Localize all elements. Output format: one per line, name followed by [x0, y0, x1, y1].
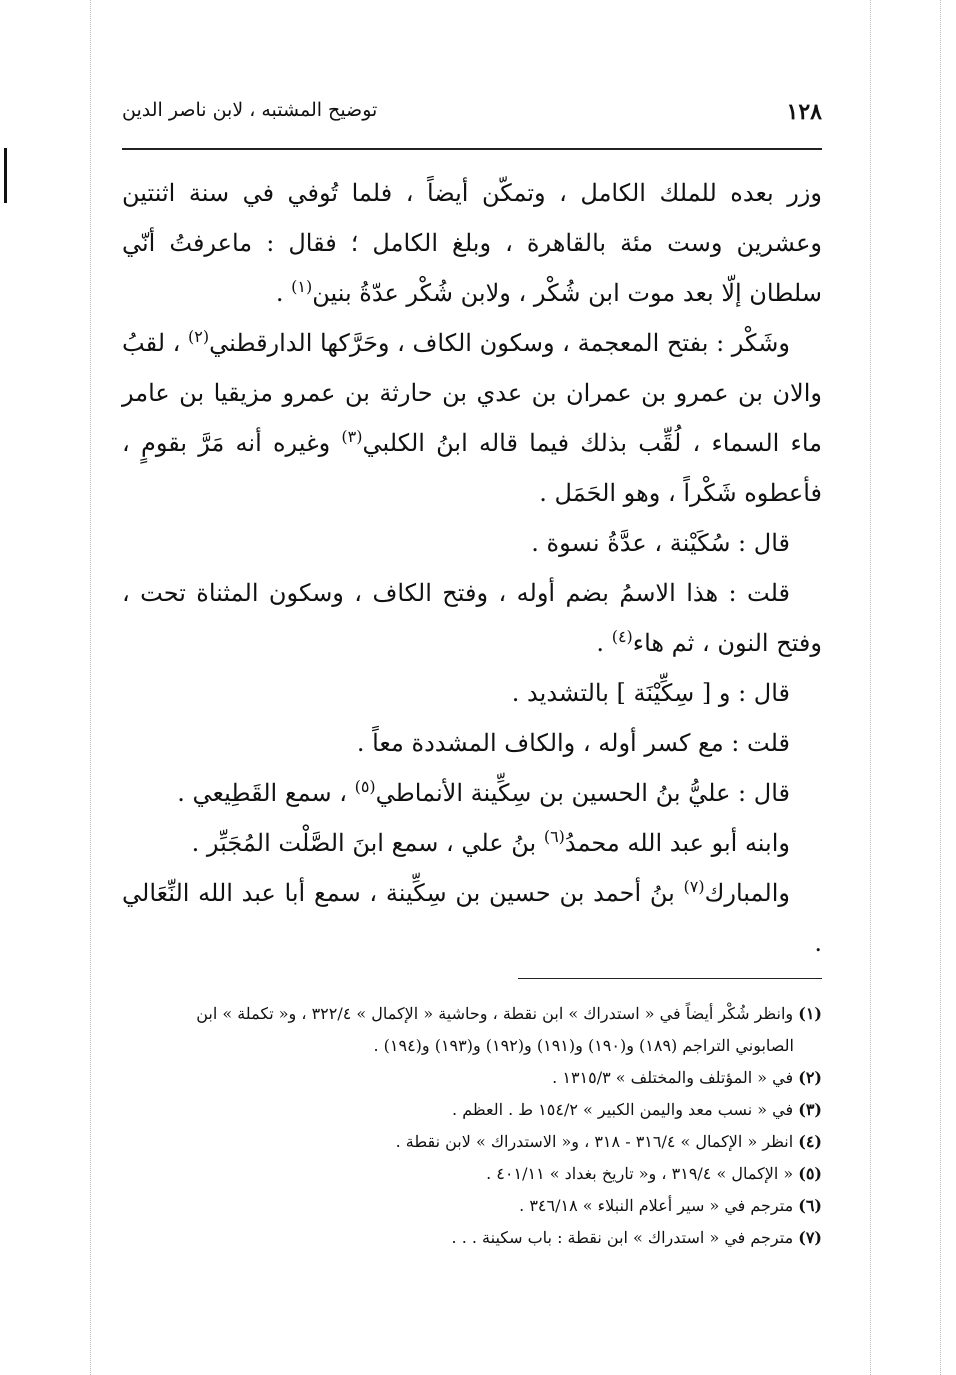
paragraph-text: قلت : هذا الاسمُ بضم أوله ، وفتح الكاف ، وسكون المثناة تحت ، وفتح النون ، ثم هاء [122, 579, 822, 657]
footnote-text: مترجم في « سير أعلام النبلاء » ٣٤٦/١٨ . [519, 1196, 799, 1215]
paragraph [122, 318, 822, 518]
paragraph-text: وشَكْر : بفتح المعجمة ، وسكون الكاف ، وحَرَّكها الدارقطني [209, 329, 790, 357]
paragraph-text: . [596, 629, 612, 657]
paragraph: قال : و [ سِكِّيْنَة ] بالتشديد . [511, 679, 790, 707]
paragraph [122, 768, 822, 818]
paragraph-text: قال : عليُّ بنُ الحسين بن سِكِّينة الأنماطي [375, 779, 790, 807]
footnote [122, 1158, 822, 1190]
footnote-ref: (٥) [354, 777, 376, 796]
footnote-text: في « المؤتلف والمختلف » ١٣١٥/٣ . [552, 1068, 799, 1087]
footnote [122, 1190, 822, 1222]
paragraph-text: بنُ أحمد بن حسين بن سِكِّينة ، سمع أبا عبد الله النِّعَالي . [122, 879, 822, 957]
footnote [122, 1094, 822, 1126]
footnote-number: (٦) [798, 1196, 822, 1215]
margin-guide [90, 0, 91, 1375]
footnote-rule [518, 978, 822, 979]
footnote-number: (٢) [798, 1068, 822, 1087]
footnote [122, 1222, 822, 1254]
paragraph-text: بنُ علي ، سمع ابنَ الصَّلْت المُجَبِّر . [191, 829, 544, 857]
paragraph [122, 818, 822, 868]
footnote-ref: (٢) [188, 327, 210, 346]
main-text [122, 168, 822, 968]
footnote-ref: (١) [291, 277, 313, 296]
footnote-number: (٣) [798, 1100, 822, 1119]
footnote [122, 1062, 822, 1094]
footnote-ref: (٤) [611, 627, 633, 646]
paragraph: قلت : مع كسر أوله ، والكاف المشددة معاً . [356, 729, 790, 757]
paragraph [122, 168, 822, 318]
footnote-continuation: الصابوني التراجم (١٨٩) و(١٩٠) و(١٩١) و(١٩٢) و(١٩٣) و(١٩٤) . [373, 1036, 794, 1055]
footnote-text: انظر « الإكمال » ٣١٦/٤ - ٣١٨ ، و« الاستدراك » لابن نقطة . [395, 1132, 799, 1151]
footnote [122, 998, 822, 1030]
header-rule [122, 148, 822, 150]
paragraph-text: وابنه أبو عبد الله محمدُ [564, 829, 790, 857]
page-edge-mark [4, 148, 7, 203]
paragraph-text: والمبارك [704, 879, 790, 907]
footnote-number: (٥) [798, 1164, 822, 1183]
margin-guide [870, 0, 871, 1375]
footnote-text: « الإكمال » ٣١٩/٤ ، و« تاريخ بغداد » ٤٠١/١١ . [486, 1164, 799, 1183]
margin-guide [940, 0, 941, 1375]
footnote-text: مترجم في « استدراك » ابن نقطة : باب سكينة . . . [451, 1228, 799, 1247]
paragraph-text: وغيره أنه مَرَّ بقومٍ ، فأعطوه شَكْراً ، وهو الحَمَل . [122, 429, 822, 507]
page-number: ١٢٨ [786, 99, 822, 125]
footnotes [122, 998, 822, 1254]
paragraph [122, 868, 822, 968]
footnote-ref: (٧) [683, 877, 705, 896]
footnote-text: في « نسب معد واليمن الكبير » ١٥٤/٢ ط . العظم . [452, 1100, 799, 1119]
paragraph: قال : سُكَيْنة ، عدَّةُ نسوة . [531, 529, 790, 557]
running-title: توضيح المشتبه ، لابن ناصر الدين [122, 99, 378, 121]
paragraph-text: ، سمع القَطِيعي . [177, 779, 355, 807]
paragraph-text: ، لقبُ والان بن عمرو بن عمران بن عدي بن حارثة بن عمرو مزيقيا بن عامر ماء السماء ، لُقِّب بذلك فيما قاله ابنُ الكلبي [122, 329, 823, 457]
page-header [122, 95, 822, 135]
footnote-number: (١) [798, 1004, 822, 1023]
footnote [122, 1126, 822, 1158]
footnote-number: (٧) [798, 1228, 822, 1247]
footnote-ref: (٣) [341, 427, 363, 446]
paragraph-text: . [275, 279, 292, 307]
footnote-text: وانظر شُكْر أيضاً في « استدراك » ابن نقطة ، وحاشية « الإكمال » ٣٢٢/٤ ، و« تكملة » ابن [196, 1004, 799, 1023]
footnote-ref: (٦) [543, 827, 565, 846]
footnote-number: (٤) [798, 1132, 822, 1151]
paragraph-text: وزر بعده للملك الكامل ، وتمكّن أيضاً ، فلما تُوفي في سنة اثنتين وعشرين وست مئة بالقاهرة ، وبلغ الكامل ؛ فقال : ماعرفتُ أنّي سلطان إلّا بعد موت ابن شُكْر ، ولابن شُكْر عدّةُ بنين [122, 179, 822, 307]
paragraph [122, 568, 822, 668]
